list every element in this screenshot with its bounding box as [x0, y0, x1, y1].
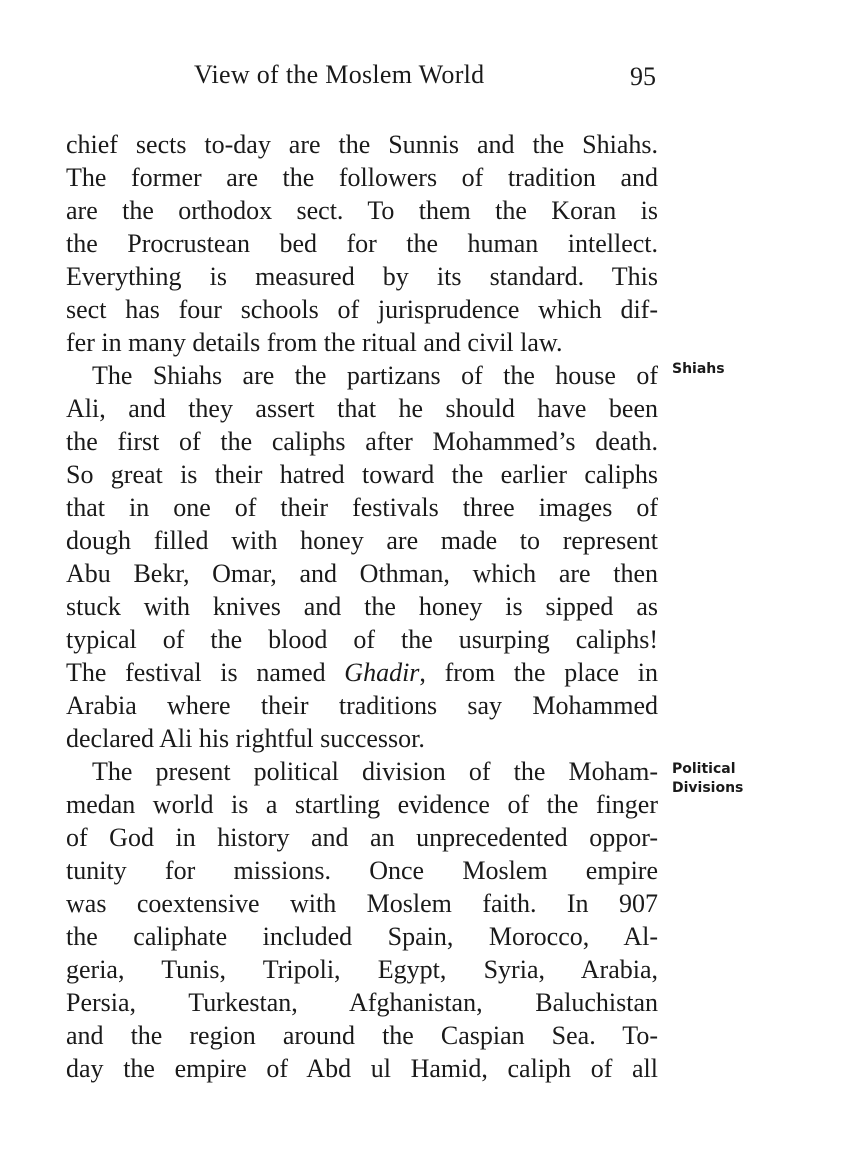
running-head: [66, 60, 658, 96]
text-line: Everything is measured by its standard. This: [66, 262, 658, 291]
text-line: tunity for missions. Once Moslem empire: [66, 856, 658, 885]
text-line: chief sects to-day are the Sunnis and the Shiahs.: [66, 130, 658, 159]
paragraph-start-line: The Shiahs are the partizans of the house of: [92, 361, 658, 390]
text-line: declared Ali his rightful successor.: [66, 724, 425, 753]
text-line: are the orthodox sect. To them the Koran is: [66, 196, 658, 225]
text-line: stuck with knives and the honey is sipped as: [66, 592, 658, 621]
text-line: the Procrustean bed for the human intellect.: [66, 229, 658, 258]
text-line: sect has four schools of jurisprudence which dif-: [66, 295, 658, 324]
text-line: of God in history and an unprecedented oppor-: [66, 823, 658, 852]
paragraph-start-line: The present political division of the Moham-: [92, 757, 658, 786]
text-line: day the empire of Abd ul Hamid, caliph of all: [66, 1054, 658, 1083]
text-line: was coextensive with Moslem faith. In 907: [66, 889, 658, 918]
margin-note-label: Political: [672, 761, 736, 777]
page-number: 95: [630, 62, 656, 91]
text-line: Persia, Turkestan, Afghanistan, Baluchistan: [66, 988, 658, 1017]
text-line: medan world is a startling evidence of the finger: [66, 790, 658, 819]
text-line: dough filled with honey are made to represent: [66, 526, 658, 555]
text-line: Abu Bekr, Omar, and Othman, which are then: [66, 559, 658, 588]
text-line: The former are the followers of tradition and: [66, 163, 658, 192]
italic-term: Ghadir: [344, 658, 420, 687]
text-line: the first of the caliphs after Mohammed’s death.: [66, 427, 658, 456]
margin-note-label: Shiahs: [672, 361, 725, 377]
text-line: So great is their hatred toward the earlier caliphs: [66, 460, 658, 489]
margin-note-shiahs: [672, 360, 725, 379]
text-line: fer in many details from the ritual and civil law.: [66, 328, 563, 357]
text-line-pre: The festival is named: [66, 658, 345, 687]
text-line: that in one of their festivals three images of: [66, 493, 658, 522]
body-text: [66, 128, 658, 1085]
text-line: Arabia where their traditions say Mohammed: [66, 691, 658, 720]
text-line: and the region around the Caspian Sea. To-: [66, 1021, 658, 1050]
margin-note-political-divisions: [672, 760, 743, 798]
text-line: geria, Tunis, Tripoli, Egypt, Syria, Arabia,: [66, 955, 658, 984]
text-line: typical of the blood of the usurping caliphs!: [66, 625, 658, 654]
text-line: the caliphate included Spain, Morocco, Al-: [66, 922, 658, 951]
margin-note-label: Divisions: [672, 780, 744, 796]
text-line-post: , from the place in: [419, 658, 658, 687]
text-line: Ali, and they assert that he should have been: [66, 394, 658, 423]
text-line: [66, 656, 658, 689]
running-title: View of the Moslem World: [194, 60, 485, 89]
